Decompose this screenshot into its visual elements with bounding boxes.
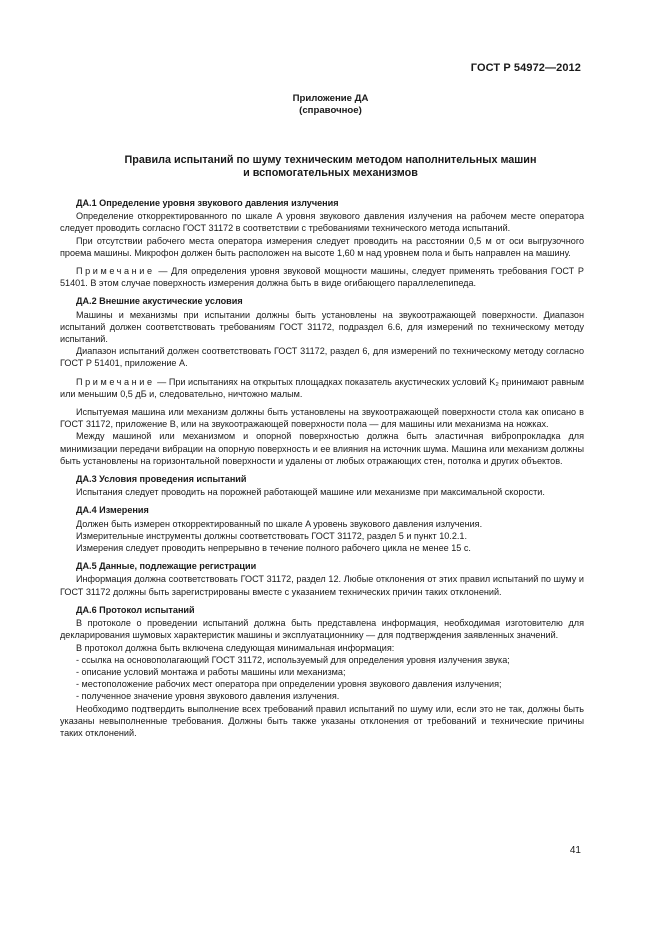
list-item: - ссылка на основополагающий ГОСТ 31172, используемый для определения уровня излучения звука; [76,654,510,665]
paragraph: Измерения следует проводить непрерывно в течение полного рабочего цикла не менее 15 с. [76,543,471,554]
standard-code: ГОСТ Р 54972—2012 [470,62,581,74]
paragraph: В протоколе о проведении испытаний должна быть представлена информация, необходимая изготовителю для декларирования шумовых характеристик машины и эксплуатационнику — для подтверждения заявленных значений. [60,618,584,641]
note-text: — При испытаниях на открытых площадках показатель акустических условий K₂ принимают равным или меньшим 0,5 дБ и, следовательно, ничтожно малым. [60,376,584,399]
appendix-note: (справочное) [299,105,362,116]
paragraph: Информация должна соответствовать ГОСТ 31172, раздел 12. Любые отклонения от этих правил испытаний по шуму и ГОСТ 31172 должны быть зарегистрированы вместе с указанием технических причин таких отклонений. [60,574,584,597]
page-number: 41 [569,845,581,856]
section-heading-da5: ДА.5 Данные, подлежащие регистрации [76,561,257,572]
section-heading-da4: ДА.4 Измерения [76,505,149,516]
paragraph: Должен быть измерен откорректированный по шкале A уровень звукового давления излучения. [76,518,483,529]
note-text: — Для определения уровня звуковой мощности машины, следует применять требования ГОСТ Р 51401. В этом случае поверхность измерения должна быть в виде огибающего параллелепипеда. [60,266,584,289]
note [60,376,584,400]
section-heading-da6: ДА.6 Протокол испытаний [76,604,195,615]
paragraph: Между машиной или механизмом и опорной поверхностью должна быть эластичная вибропрокладка для минимизации передачи вибрации на опорную поверхность и ее влияния на источник шума. Машина или механизм должны быть установлены на горизонтальной поверхности и удалены от любых отражающих стен, потолка и других объектов. [60,431,584,466]
note [60,265,584,289]
paragraph: Машины и механизмы при испытании должны быть установлены на звукоотражающей поверхности. Диапазон испытаний должен соответствовать требованиям ГОСТ 31172, подраздел 6.6, для измерений по техническому методу испытаний. [60,309,584,345]
appendix-title: Приложение ДА [292,93,369,104]
paragraph: В протокол должна быть включена следующая минимальная информация: [76,642,395,653]
section-heading-da3: ДА.3 Условия проведения испытаний [76,474,247,485]
section-heading-da2: ДА.2 Внешние акустические условия [76,296,243,307]
section-heading-da1: ДА.1 Определение уровня звукового давления излучения [76,198,339,208]
document-title [60,154,601,180]
paragraph: Испытуемая машина или механизм должны быть установлены на звукоотражающей поверхности стола как описано в ГОСТ 31172, приложение В, или на звукоотражающей поверхности пола — для машины или механизма на ножках. [60,407,584,430]
paragraph: Испытания следует проводить на порожней работающей машине или механизме при максимальной скорости. [76,487,545,498]
list-item: - местоположение рабочих мест оператора при определении уровня звукового давления излучения; [76,679,502,690]
appendix-header [0,93,661,117]
paragraph: При отсутствии рабочего места оператора измерения следует проводить на расстоянии 0,5 м от оси выгрузочного проема машины. Микрофон должен быть расположен на высоте 1,60 м над уровнем пола и быть направлен на машину. [60,235,584,258]
title-line-1: Правила испытаний по шуму техническим методом наполнительных машин [124,154,537,166]
paragraph: Диапазон испытаний должен соответствовать ГОСТ 31172, раздел 6, для измерений по техническому методу согласно ГОСТ Р 51401, приложение А. [60,346,584,369]
paragraph: Необходимо подтвердить выполнение всех требований правил испытаний по шуму или, если это не так, должны быть указаны невыполненные требования. Должны быть также указаны отклонения от требований и технические причины таких отклонений. [60,703,584,738]
list-item: - полученное значение уровня звукового давления излучения. [76,691,340,702]
title-line-2: и вспомогательных механизмов [243,167,418,179]
note-label: Примечание [76,266,155,277]
note-label: Примечание [76,376,155,387]
paragraph: Измерительные инструменты должны соответствовать ГОСТ 31172, раздел 5 и пункт 10.2.1. [76,530,467,541]
paragraph: Определение откорректированного по шкале A уровня звукового давления излучения на рабочем месте оператора следует проводить согласно ГОСТ 31172 в соответствии с требованиями технического метода испытаний. [60,211,584,234]
list-item: - описание условий монтажа и работы машины или механизма; [76,666,346,677]
document-body [60,197,584,739]
